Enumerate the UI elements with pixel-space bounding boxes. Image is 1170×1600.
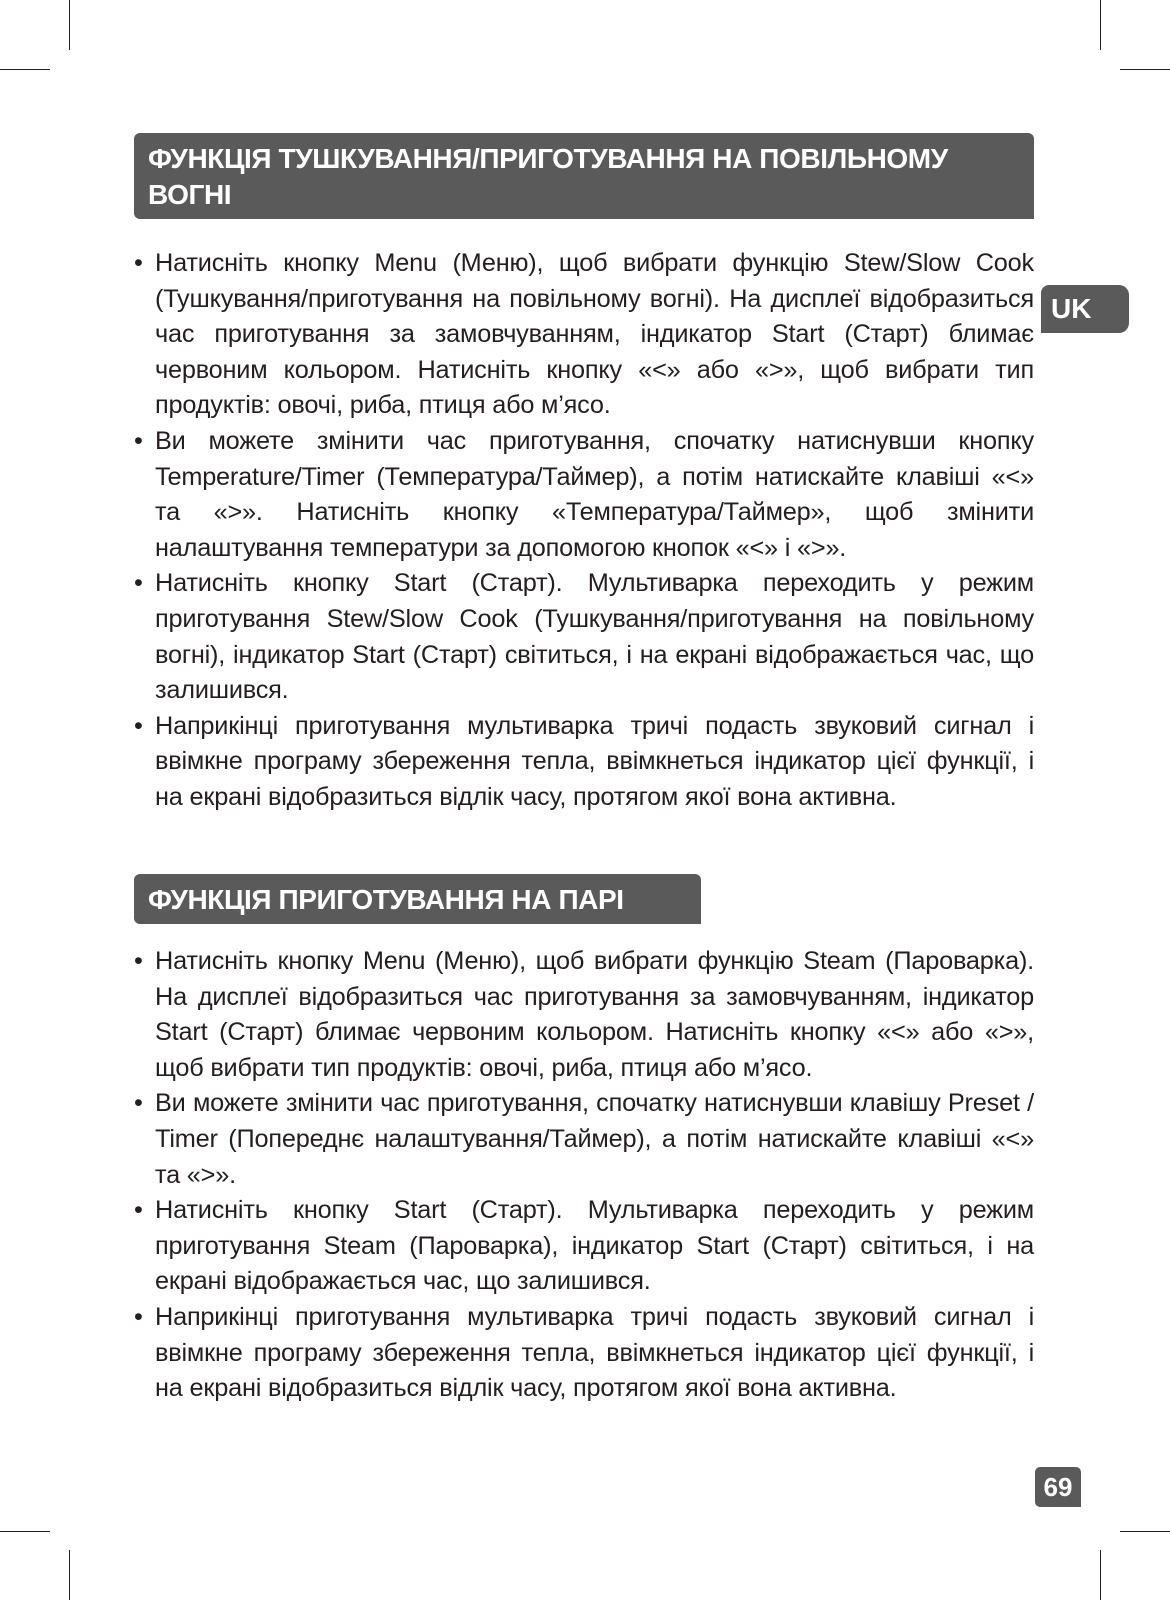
list-item: • Натисніть кнопку Menu (Меню), щоб вибрати функцію Steam (Пароварка). На дисплеї відобразиться час приготування за замовчуванням, індикатор Start (Старт) блимає червоним кольором. Натисніть кнопку «<» або «>», щоб вибрати тип продуктів: овочі, риба, птиця або м’ясо. [134,944,1034,1086]
crop-mark [1120,1531,1170,1532]
stew-instructions-list [134,246,1034,816]
bullet: • [134,711,143,740]
list-item: • Наприкінці приготування мультиварка тричі подасть звуковий сигнал і ввімкне програму збереження тепла, ввімкнеться індикатор цієї функції, і на екрані відобразиться відлік часу, протягом якої вона активна. [134,1300,1034,1407]
bullet: • [134,426,143,455]
list-item: • Натисніть кнопку Start (Старт). Мультиварка переходить у режим приготування Stew/Slow Cook (Тушкування/приготування на повільному вогні), індикатор Start (Старт) світиться, і на екрані відображається час, що залишився. [134,566,1034,708]
crop-mark [0,1531,50,1532]
bullet: • [134,569,143,598]
crop-mark [1100,0,1101,50]
list-item: • Натисніть кнопку Menu (Меню), щоб вибрати функцію Stew/Slow Cook (Тушкування/приготування на повільному вогні). На дисплеї відобразиться час приготування за замовчуванням, індикатор Start (Старт) блимає червоним кольором. Натисніть кнопку «<» або «>», щоб вибрати тип продуктів: овочі, риба, птиця або м’ясо. [134,246,1034,424]
page-number: 69 [1035,1467,1081,1507]
list-item: • Натисніть кнопку Start (Старт). Мультиварка переходить у режим приготування Steam (Пароварка), індикатор Start (Старт) світиться, і на екрані відображається час, що залишився. [134,1193,1034,1300]
language-badge: UK [1041,285,1129,333]
section-heading-stew: ФУНКЦІЯ ТУШКУВАННЯ/ПРИГОТУВАННЯ НА ПОВІЛЬНОМУ ВОГНІ [134,133,1034,219]
crop-mark [1120,69,1170,70]
section-heading-steam: ФУНКЦІЯ ПРИГОТУВАННЯ НА ПАРІ [134,874,701,924]
list-item: • Ви можете змінити час приготування, спочатку натиснувши кнопку Temperature/Timer (Температура/Таймер), а потім натискайте клавіші «<» та «>». Натисніть кнопку «Температура/Таймер», щоб змінити налаштування температури за допомогою кнопок «<» і «>». [134,424,1034,566]
bullet: • [134,1196,143,1225]
crop-mark [69,1550,70,1600]
steam-instructions-list [134,944,1034,1407]
list-item: • Ви можете змінити час приготування, спочатку натиснувши клавішу Preset / Timer (Попереднє налаштування/Таймер), а потім натискайте клавіші «<» та «>». [134,1086,1034,1193]
crop-mark [0,69,50,70]
crop-mark [69,0,70,50]
bullet: • [134,249,143,277]
crop-mark [1100,1550,1101,1600]
list-item: • Наприкінці приготування мультиварка тричі подасть звуковий сигнал і ввімкне програму збереження тепла, ввімкнеться індикатор цієї функції, і на екрані відобразиться відлік часу, протягом якої вона активна. [134,709,1034,816]
bullet: • [134,1302,143,1331]
bullet: • [134,947,143,975]
bullet: • [134,1089,143,1118]
